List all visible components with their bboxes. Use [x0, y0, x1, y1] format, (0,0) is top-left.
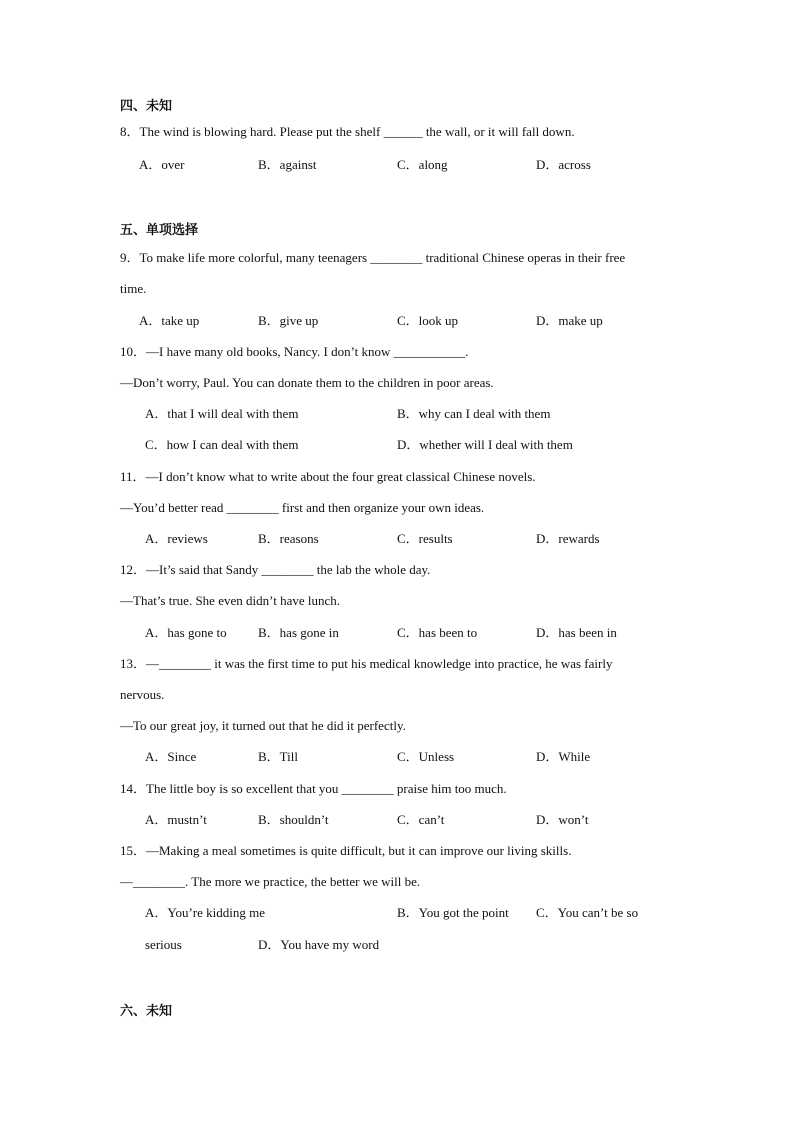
q8-option-b: B．against — [258, 157, 317, 172]
question-13-stem: 13．—________ it was the first time to put his medical knowledge into practice, he was fairly — [120, 656, 613, 671]
question-9-stem: 9．To make life more colorful, many teenagers ________ traditional Chinese operas in their free — [120, 250, 626, 265]
q15-option-d: D．You have my word — [258, 937, 380, 952]
q15-option-a: A．You’re kidding me — [145, 905, 266, 920]
question-11-stem: 11．—I don’t know what to write about the four great classical Chinese novels. — [120, 469, 536, 484]
question-14-stem: 14．The little boy is so excellent that you ________ praise him too much. — [120, 781, 507, 796]
question-10-stem: 10．—I have many old books, Nancy. I don’t know ___________. — [120, 344, 469, 359]
question-8-stem: 8．The wind is blowing hard. Please put the shelf ______ the wall, or it will fall down. — [120, 124, 575, 139]
q11-option-d: D．rewards — [536, 531, 600, 546]
q14-option-c: C．can’t — [397, 812, 445, 827]
q14-option-b: B．shouldn’t — [258, 812, 329, 827]
q10-option-b: B．why can I deal with them — [397, 406, 551, 421]
q10-option-d: D．whether will I deal with them — [397, 437, 573, 452]
q8-option-c: C．along — [397, 157, 448, 172]
q12-option-c: C．has been to — [397, 625, 478, 640]
question-9-stem-cont: time. — [120, 281, 147, 296]
q13-option-a: A．Since — [145, 749, 197, 764]
q13-option-c: C．Unless — [397, 749, 455, 764]
q12-option-d: D．has been in — [536, 625, 617, 640]
q12-option-a: A．has gone to — [145, 625, 227, 640]
q8-option-a: A．over — [139, 157, 185, 172]
q10-option-c: C．how I can deal with them — [145, 437, 299, 452]
q13-option-d: D．While — [536, 749, 591, 764]
question-15-reply: —________. The more we practice, the better we will be. — [120, 874, 421, 889]
question-13-stem-cont: nervous. — [120, 687, 165, 702]
question-13-reply: —To our great joy, it turned out that he did it perfectly. — [120, 718, 406, 733]
q12-option-b: B．has gone in — [258, 625, 339, 640]
q15-option-c-cont: serious — [145, 937, 182, 952]
q15-option-b: B．You got the point — [397, 905, 509, 920]
q11-option-a: A．reviews — [145, 531, 208, 546]
question-11-reply: —You’d better read ________ first and then organize your own ideas. — [120, 500, 485, 515]
section-heading: 四、未知 — [120, 99, 173, 114]
question-10-reply: —Don’t worry, Paul. You can donate them to the children in poor areas. — [120, 375, 494, 390]
q14-option-d: D．won’t — [536, 812, 589, 827]
question-15-stem: 15．—Making a meal sometimes is quite difficult, but it can improve our living skills. — [120, 843, 572, 858]
q9-option-b: B．give up — [258, 313, 319, 328]
section-heading: 六、未知 — [120, 1004, 173, 1019]
q8-option-d: D．across — [536, 157, 591, 172]
q9-option-c: C．look up — [397, 313, 459, 328]
section-heading: 五、单项选择 — [120, 223, 199, 238]
q13-option-b: B．Till — [258, 749, 298, 764]
q10-option-a: A．that I will deal with them — [145, 406, 299, 421]
q11-option-b: B．reasons — [258, 531, 319, 546]
question-12-reply: —That’s true. She even didn’t have lunch. — [120, 593, 340, 608]
q9-option-a: A．take up — [139, 313, 200, 328]
q11-option-c: C．results — [397, 531, 453, 546]
q14-option-a: A．mustn’t — [145, 812, 207, 827]
q15-option-c: C．You can’t be so — [536, 905, 639, 920]
question-12-stem: 12．—It’s said that Sandy ________ the lab the whole day. — [120, 562, 431, 577]
q9-option-d: D．make up — [536, 313, 603, 328]
